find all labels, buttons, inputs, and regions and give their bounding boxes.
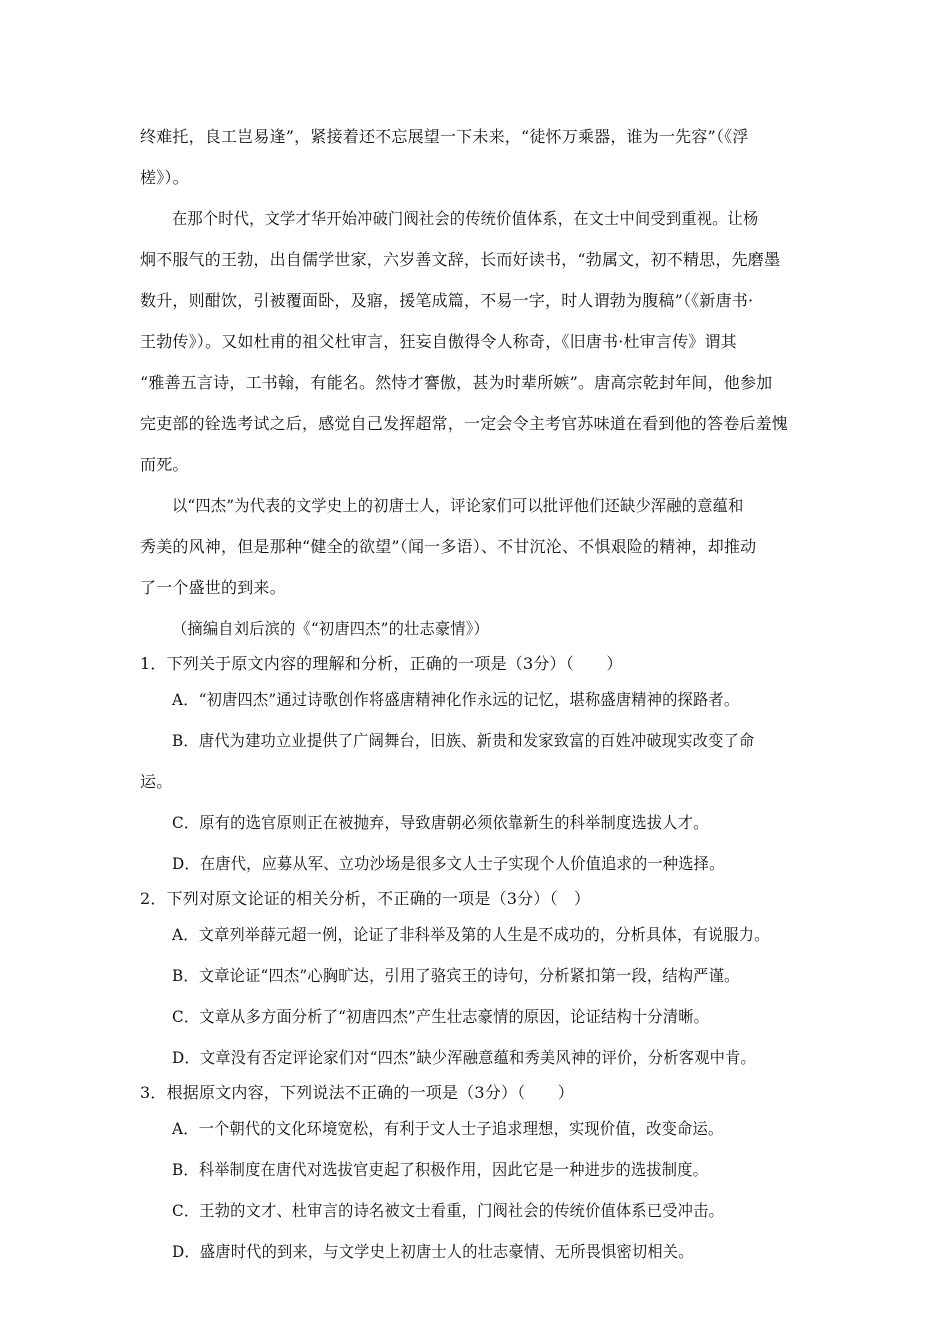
option-c: C．王勃的文才、杜审言的诗名被文士看重，门阀社会的传统价值体系已受冲击。 [172, 1201, 724, 1220]
option-d: D．在唐代，应募从军、立功沙场是很多文人士子实现个人价值追求的一种选择。 [172, 854, 725, 873]
passage-source: （摘编自刘后滨的《“初唐四杰”的壮志豪情》） [172, 619, 489, 638]
option-d: D．盛唐时代的到来，与文学史上初唐士人的壮志豪情、无所畏惧密切相关。 [172, 1242, 694, 1261]
passage-line: 而死。 [140, 455, 189, 474]
option-c: C．原有的选官原则正在被抛弃，导致唐朝必须依靠新生的科举制度选拔人才。 [172, 813, 709, 832]
passage-line: 以“四杰”为代表的文学史上的初唐士人，评论家们可以批评他们还缺少浑融的意蕴和 [172, 496, 744, 515]
option-a: A．“初唐四杰”通过诗歌创作将盛唐精神化作永远的记忆，堪称盛唐精神的探路者。 [172, 690, 740, 709]
option-b: B．文章论证“四杰”心胸旷达，引用了骆宾王的诗句，分析紧扣第一段，结构严谨。 [172, 966, 740, 985]
question-stem: 1．下列关于原文内容的理解和分析，正确的一项是（3分）（ ） [140, 654, 623, 673]
passage-line: 秀美的风神，但是那种“健全的欲望”（闻一多语）、不甘沉沦、不惧艰险的精神，却推动 [140, 537, 757, 556]
passage-line: 终难托，良工岂易逢”，紧接着还不忘展望一下未来，“徒怀万乘器，谁为一先容”（《浮 [140, 127, 749, 146]
option-a: A．一个朝代的文化环境宽松，有利于文人士子追求理想，实现价值，改变命运。 [172, 1119, 724, 1138]
passage-line: 了一个盛世的到来。 [140, 578, 286, 597]
question-stem: 3．根据原文内容，下列说法不正确的一项是（3分）（ ） [140, 1083, 574, 1102]
option-d: D．文章没有否定评论家们对“四杰”缺少浑融意蕴和秀美风神的评价，分析客观中肯。 [172, 1048, 756, 1067]
passage-line: 在那个时代，文学才华开始冲破门阀社会的传统价值体系，在文士中间受到重视。让杨 [172, 209, 759, 228]
option-b: B．科举制度在唐代对选拔官吏起了积极作用，因此它是一种进步的选拔制度。 [172, 1160, 709, 1179]
passage-line: “雅善五言诗，工书翰，有能名。然恃才謇傲，甚为时辈所嫉”。唐高宗乾封年间，他参加 [140, 373, 773, 392]
option-c: C．文章从多方面分析了“初唐四杰”产生壮志豪情的原因，论证结构十分清晰。 [172, 1007, 710, 1026]
passage-line: 槎》）。 [140, 168, 189, 187]
option-b-continued: 运。 [140, 772, 173, 791]
passage-line: 王勃传》）。又如杜甫的祖父杜审言，狂妄自傲得令人称奇，《旧唐书·杜审言传》谓其 [140, 332, 737, 351]
option-a: A．文章列举薛元超一例，论证了非科举及第的人生是不成功的，分析具体，有说服力。 [172, 925, 770, 944]
passage-line: 炯不服气的王勃，出自儒学世家，六岁善文辞，长而好读书，“勃属文，初不精思，先磨墨 [140, 250, 781, 269]
option-b: B．唐代为建功立业提供了广阔舞台，旧族、新贵和发家致富的百姓冲破现实改变了命 [172, 731, 755, 750]
question-stem: 2．下列对原文论证的相关分析，不正确的一项是（3分）（ ） [140, 889, 591, 908]
passage-line: 数升，则酣饮，引被覆面卧，及寤，援笔成篇，不易一字，时人谓勃为腹稿”（《新唐书· [140, 291, 754, 310]
passage-line: 完吏部的铨选考试之后，感觉自己发挥超常，一定会令主考官苏味道在看到他的答卷后羞愧 [140, 414, 789, 433]
